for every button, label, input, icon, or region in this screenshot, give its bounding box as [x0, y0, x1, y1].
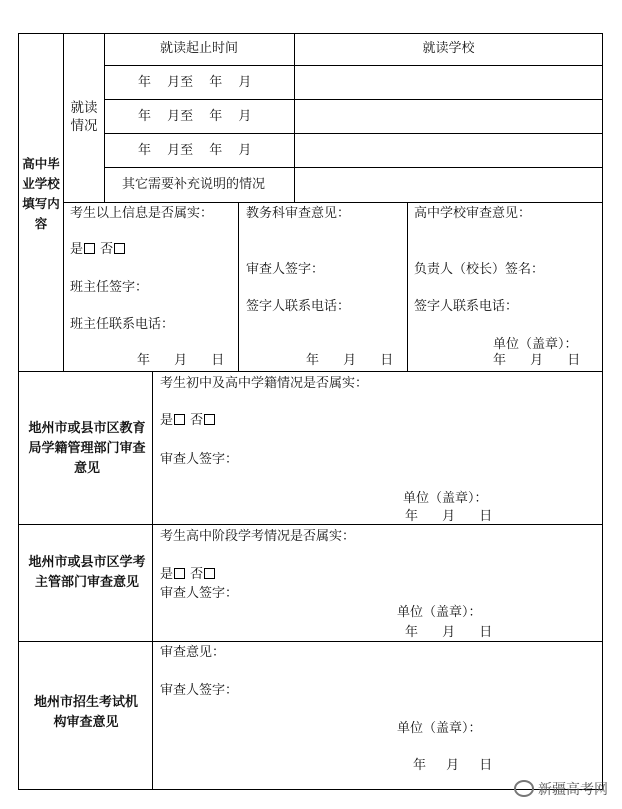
- date-label: 年 月 日: [493, 353, 581, 368]
- column-header-time: 就读起止时间: [159, 41, 238, 56]
- no-checkbox[interactable]: [204, 568, 215, 579]
- yes-checkbox[interactable]: [84, 243, 95, 254]
- date-label: 年 月 日: [137, 353, 225, 368]
- divider: [104, 133, 603, 134]
- divider: [238, 202, 239, 371]
- yes-label: 是: [160, 413, 174, 428]
- enrollment-question: 考生初中及高中学籍情况是否属实：: [160, 376, 369, 391]
- divider: [18, 371, 603, 372]
- no-checkbox[interactable]: [204, 414, 215, 425]
- divider: [152, 371, 153, 790]
- teacher-signature-label: 班主任签字：: [70, 280, 149, 295]
- column-header-school: 就读学校: [422, 41, 475, 56]
- no-label: 否: [190, 567, 204, 582]
- unit-seal-label: 单位（盖章）：: [397, 721, 482, 736]
- divider: [18, 641, 603, 642]
- date-label: 年 月 日: [413, 758, 493, 773]
- yes-checkbox[interactable]: [174, 568, 185, 579]
- exam-question: 考生高中阶段学考情况是否属实：: [160, 529, 356, 544]
- date-range-row: 年 月至 年 月: [138, 75, 252, 90]
- yes-label: 是: [70, 242, 84, 257]
- unit-seal-label: 单位（盖章）：: [493, 337, 578, 352]
- reviewer-signature-label: 审查人签字：: [246, 262, 325, 277]
- divider: [63, 202, 603, 203]
- date-label: 年 月 日: [405, 509, 493, 524]
- no-label: 否: [100, 242, 114, 257]
- yes-label: 是: [160, 567, 174, 582]
- date-label: 年 月 日: [306, 353, 394, 368]
- watermark: [514, 779, 608, 799]
- section-title: 地州市或县市区学考主管部门审查意见: [28, 555, 146, 590]
- principal-signature-label: 负责人（校长）签名：: [414, 262, 545, 277]
- table-border-left: [18, 33, 19, 790]
- yes-checkbox[interactable]: [174, 414, 185, 425]
- watermark-text: 新疆高考网: [538, 782, 608, 798]
- date-range-row: 年 月至 年 月: [138, 109, 252, 124]
- wechat-logo-icon: [514, 780, 534, 797]
- section-title: 地州市或县市区教育局学籍管理部门审查意见: [28, 421, 146, 476]
- divider: [18, 524, 603, 525]
- review-opinion-label: 审查意见：: [160, 645, 226, 660]
- divider: [104, 99, 603, 100]
- no-label: 否: [190, 413, 204, 428]
- reviewer-signature-label: 审查人签字：: [160, 683, 239, 698]
- teacher-phone-label: 班主任联系电话：: [70, 317, 175, 332]
- section-title: 高中毕业学校填写内容: [22, 156, 60, 231]
- date-range-row: 年 月至 年 月: [138, 143, 252, 158]
- study-label: 就读情况: [70, 100, 98, 134]
- other-note-label: 其它需要补充说明的情况: [122, 177, 266, 192]
- signer-phone-label: 签字人联系电话：: [414, 299, 519, 314]
- info-true-question: 考生以上信息是否属实：: [70, 206, 214, 221]
- yes-no-choice: [70, 242, 126, 257]
- yes-no-choice: [160, 413, 216, 428]
- yes-no-choice: [160, 567, 216, 582]
- divider: [104, 65, 603, 66]
- signer-phone-label: 签字人联系电话：: [246, 299, 351, 314]
- divider: [104, 167, 603, 168]
- section-title: 地州市招生考试机构审查意见: [33, 695, 138, 730]
- table-border-right: [602, 33, 603, 790]
- date-label: 年 月 日: [405, 625, 493, 640]
- divider: [104, 33, 105, 202]
- reviewer-signature-label: 审查人签字：: [160, 452, 239, 467]
- school-opinion-label: 高中学校审查意见：: [414, 206, 532, 221]
- reviewer-signature-label: 审查人签字：: [160, 586, 239, 601]
- table-border-top: [18, 33, 603, 34]
- academic-affairs-opinion-label: 教务科审查意见：: [246, 206, 351, 221]
- divider: [407, 202, 408, 371]
- no-checkbox[interactable]: [114, 243, 125, 254]
- unit-seal-label: 单位（盖章）：: [397, 605, 482, 620]
- divider: [294, 33, 295, 202]
- unit-seal-label: 单位（盖章）：: [403, 491, 488, 506]
